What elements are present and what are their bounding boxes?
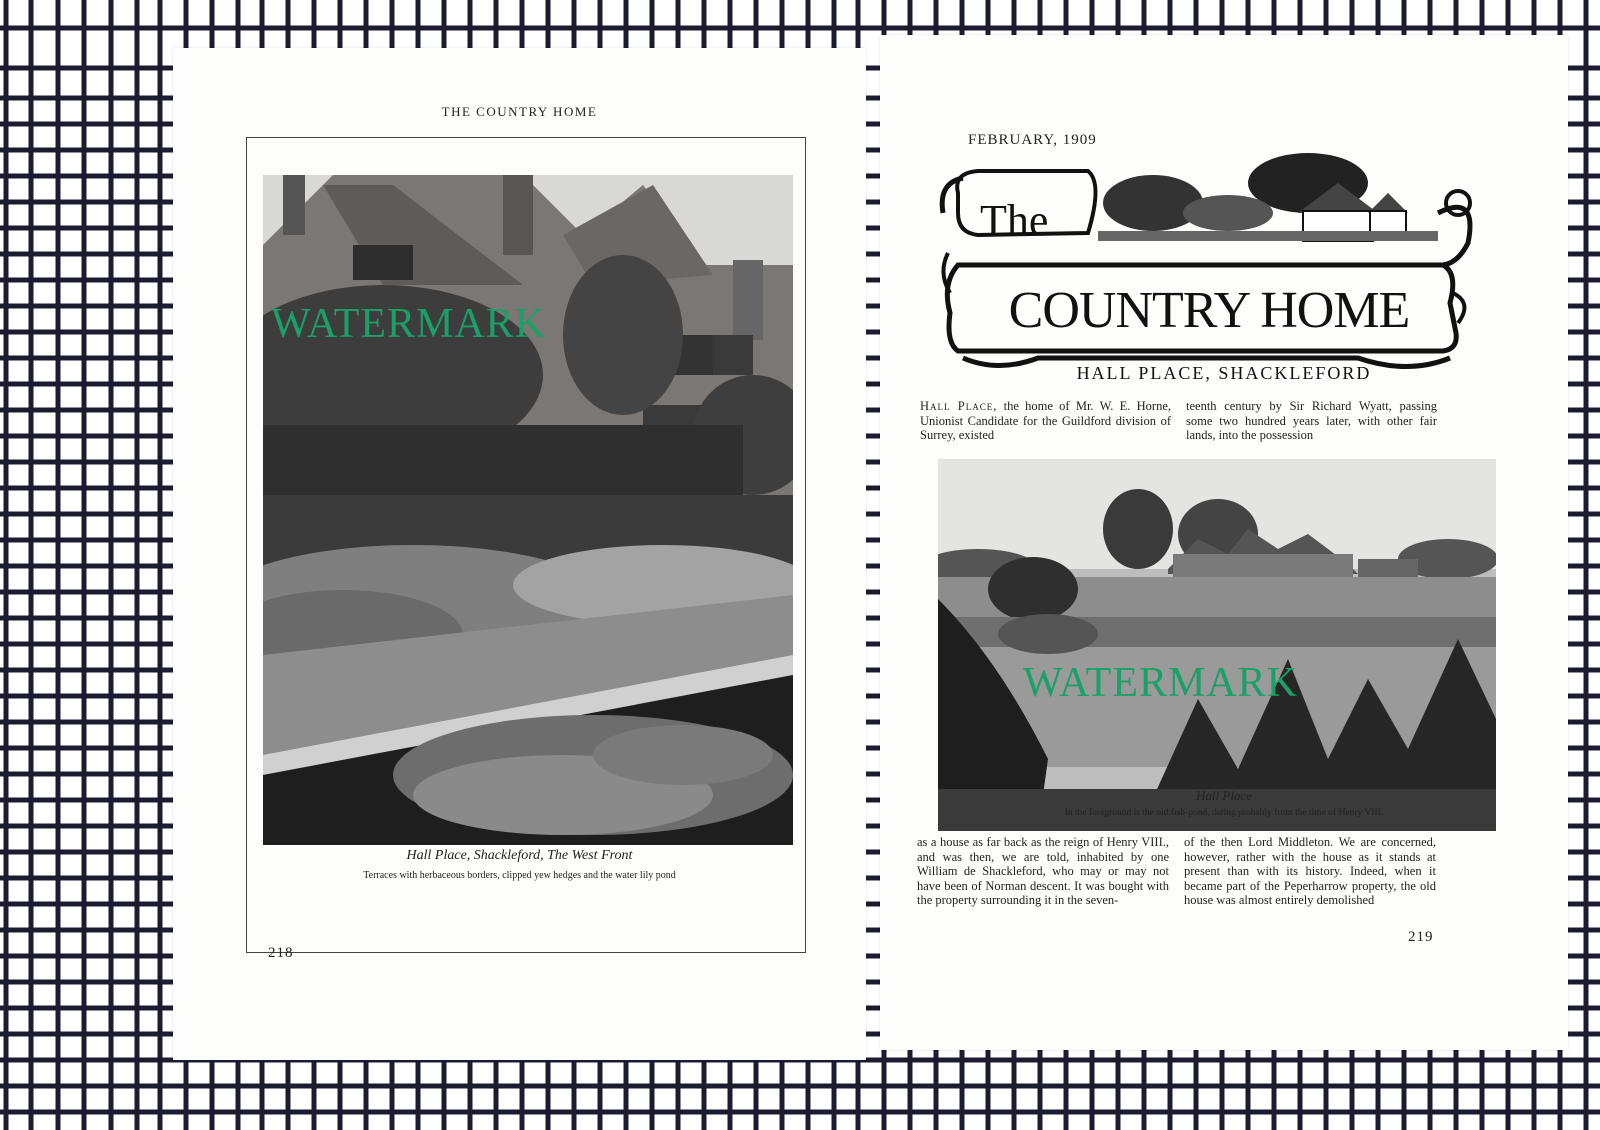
- intro-lead: Hall Place,: [920, 399, 998, 413]
- photo-caption-title: Hall Place, Shackleford, The West Front: [406, 848, 633, 863]
- intro-column-2: teenth century by Sir Richard Wyatt, passing some two hundred years later, with other fair lands, into the possession: [1186, 399, 1437, 442]
- west-front-illustration: [263, 175, 793, 845]
- intro-column-1: [920, 399, 1171, 443]
- body-column-2: of the then Lord Middleton. We are concerned, however, rather with the house as it stands at present than with its history. Indeed, when it became part of the Peperharrow property, the old house was almost entirely demolished: [1184, 835, 1436, 907]
- article-title: HALL PLACE, SHACKLEFORD: [1076, 363, 1372, 383]
- masthead-title: COUNTRY HOME: [1008, 282, 1410, 339]
- left-page: [173, 48, 866, 1060]
- page-number: 218: [268, 945, 294, 961]
- west-front-photo: [263, 175, 793, 845]
- running-head: THE COUNTRY HOME: [441, 104, 598, 119]
- photo-caption-title: Hall Place: [1196, 788, 1252, 803]
- fish-pond-illustration: [938, 459, 1496, 831]
- photo-caption-subtitle: Terraces with herbaceous borders, clipped yew hedges and the water lily pond: [363, 870, 676, 881]
- intro-column-1-text: the home of Mr. W. E. Horne, Unionist Candidate for the Guildford division of Surrey, existed: [920, 399, 1172, 442]
- right-page: [880, 35, 1568, 1050]
- fish-pond-photo: [938, 459, 1496, 831]
- masthead-the: The: [980, 196, 1049, 245]
- masthead: [938, 153, 1474, 379]
- body-column-1: as a house as far back as the reign of Henry VIII., and was then, we are told, inhabited by one William de Shackleford, who may or may not have been of Norman descent. It was bought with the property surrounding it in the seven-: [917, 835, 1169, 907]
- masthead-ornament: [938, 153, 1474, 379]
- page-number: 219: [1408, 929, 1434, 945]
- photo-caption-subtitle: In the foreground is the old fish-pond, dating probably from the time of Henry VIII.: [1064, 808, 1384, 818]
- issue-date: FEBRUARY, 1909: [968, 132, 1097, 148]
- watermark: WATERMARK: [271, 301, 547, 347]
- watermark: WATERMARK: [1023, 660, 1299, 706]
